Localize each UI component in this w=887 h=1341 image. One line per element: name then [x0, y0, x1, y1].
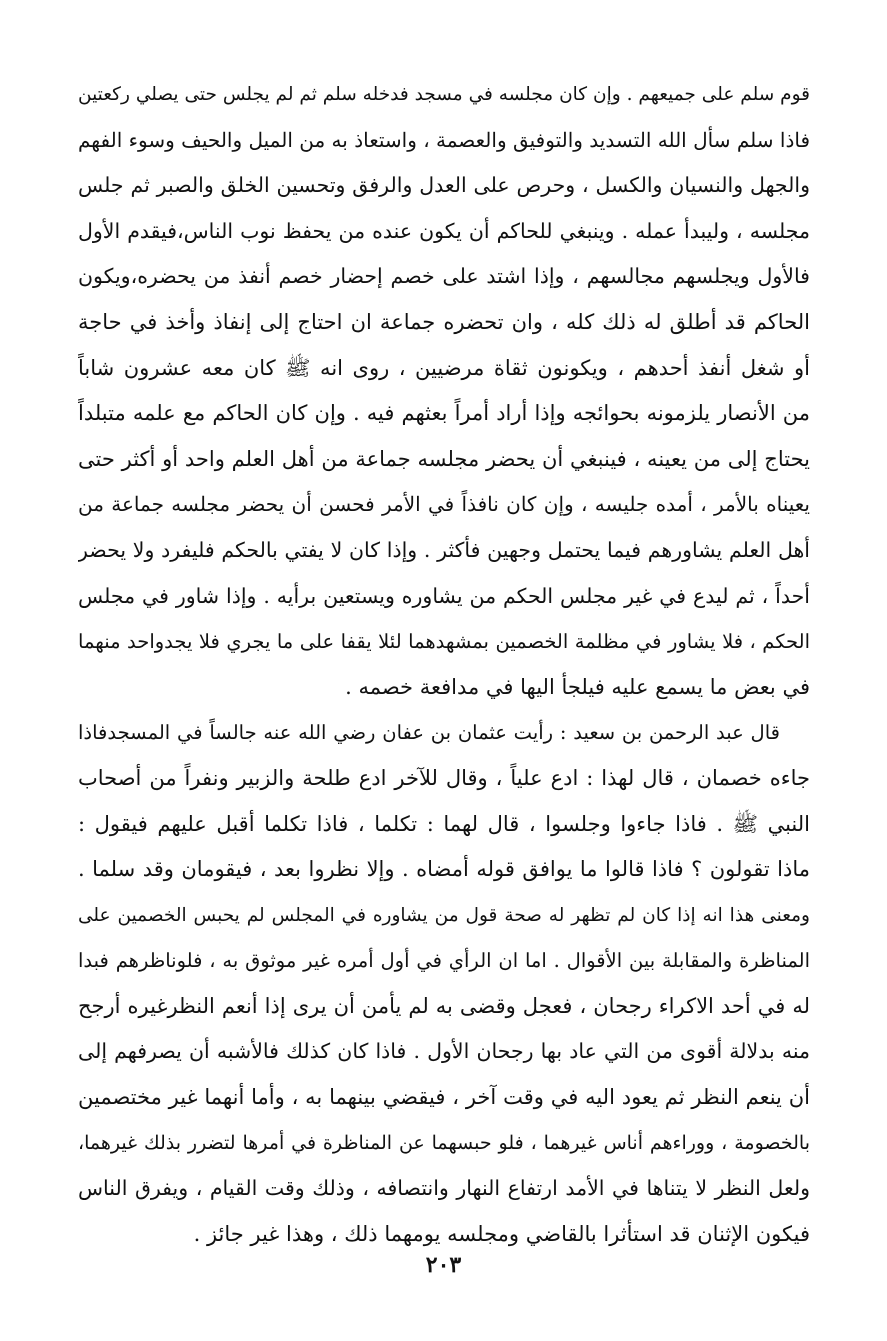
- text-line: له في أحد الاكراء رجحان ، فعجل وقضى به لم يأمن أن يرى إذا أنعم النظرغيره أرجح: [78, 993, 810, 1018]
- text-line: ماذا تقولون ؟ فاذا قالوا ما يوافق قوله أمضاه . وإلا نظروا بعد ، فيقومان وقد سلما .: [78, 857, 810, 882]
- text-line: الحكم ، فلا يشاور في مظلمة الخصمين بمشهدهما لئلا يقفا على ما يجري فلا يجدواحد منهما: [78, 630, 810, 654]
- text-line: فيكون الإثنان قد استأثرا بالقاضي ومجلسه يومهما ذلك ، وهذا غير جائز .: [193, 1221, 810, 1246]
- text-line: يعيناه بالأمر ، أمده جليسه ، وإن كان نافذاً في الأمر فحسن أن يحضر مجلسه جماعة من: [78, 492, 810, 517]
- text-line: مجلسه ، وليبدأ عمله . وينبغي للحاكم أن يكون عنده من يحفظ نوب الناس،فيقدم الأول: [78, 218, 810, 243]
- text-line: ولعل النظر لا يتناها في الأمد ارتفاع النهار وانتصافه ، وذلك وقت القيام ، ويفرق الناس: [78, 1176, 810, 1201]
- text-line: المناظرة والمقابلة بين الأقوال . اما ان الرأي في أول أمره غير موثوق به ، فلوناظرهم فبدا: [78, 949, 810, 973]
- text-line: بالخصومة ، ووراءهم أناس غيرهما ، فلو حبسهما عن المناظرة في أمرها لتضرر بذلك غيرهما،: [78, 1131, 810, 1154]
- text-line: والجهل والنسيان والكسل ، وحرص على العدل والرفق وتحسين الخلق والصبر ثم جلس: [78, 173, 810, 198]
- text-line: قال عبد الرحمن بن سعيد : رأيت عثمان بن عفان رضي الله عنه جالساً في المسجدفاذا: [78, 721, 780, 745]
- page-number: ٢٠٣: [425, 1252, 462, 1278]
- text-line: أهل العلم يشاورهم فيما يحتمل وجهين فأكثر . وإذا كان لا يفتي بالحكم فليفرد ولا يحضر: [78, 537, 810, 562]
- text-line: من الأنصار يلزمونه بحوائجه وإذا أراد أمراً بعثهم فيه . وإن كان الحاكم مع علمه متبلداً: [78, 401, 810, 426]
- text-line: أحداً ، ثم ليدع في غير مجلس الحكم من يشاوره ويستعين برأيه . وإذا شاور في مجلس: [78, 583, 810, 608]
- text-line: أو شغل أنفذ أحدهم ، ويكونون ثقاة مرضيين ، روى انه ﷺ كان معه عشرون شاباً: [78, 355, 810, 380]
- text-line: أن ينعم النظر ثم يعود اليه في وقت آخر ، فيقضي بينهما به ، وأما أنهما غير مختصمين: [78, 1085, 810, 1110]
- text-line: في بعض ما يسمع عليه فيلجأ اليها في مدافعة خصمه .: [345, 674, 810, 699]
- page-body-text: [78, 72, 810, 1257]
- text-line: ومعنى هذا انه إذا كان لم تظهر له صحة قول من يشاوره في المجلس لم يحبس الخصمين على: [78, 904, 810, 926]
- text-line: قوم سلم على جميعهم . وإن كان مجلسه في مسجد فدخله سلم ثم لم يجلس حتى يصلي ركعتين: [78, 84, 810, 105]
- text-line: يحتاج إلى من يعينه ، فينبغي أن يحضر مجلسه جماعة من أهل العلم واحد أو أكثر حتى: [78, 446, 810, 471]
- text-line: النبي ﷺ . فاذا جاءوا وجلسوا ، قال لهما : تكلما ، فاذا تكلما أقبل عليهم فيقول :: [78, 811, 810, 836]
- paragraph-1: [78, 72, 810, 710]
- text-line: الحاكم قد أطلق له ذلك كله ، وان تحضره جماعة ان احتاج إلى إنفاذ وأخذ في حاجة: [78, 309, 810, 334]
- paragraph-2: [78, 710, 810, 892]
- text-line: جاءه خصمان ، قال لهذا : ادع علياً ، وقال للآخر ادع طلحة والزبير ونفراً من أصحاب: [78, 765, 810, 790]
- text-line: فاذا سلم سأل الله التسديد والتوفيق والعصمة ، واستعاذ به من الميل والحيف وسوء الفهم: [78, 127, 810, 152]
- paragraph-3: [78, 893, 810, 1258]
- text-line: منه بدلالة أقوى من التي عاد بها رجحان الأول . فاذا كان كذلك فالأشبه أن يصرفهم إلى: [78, 1039, 810, 1064]
- text-line: فالأول ويجلسهم مجالسهم ، وإذا اشتد على خصم إحضار خصم أنفذ من يحضره،ويكون: [78, 264, 810, 289]
